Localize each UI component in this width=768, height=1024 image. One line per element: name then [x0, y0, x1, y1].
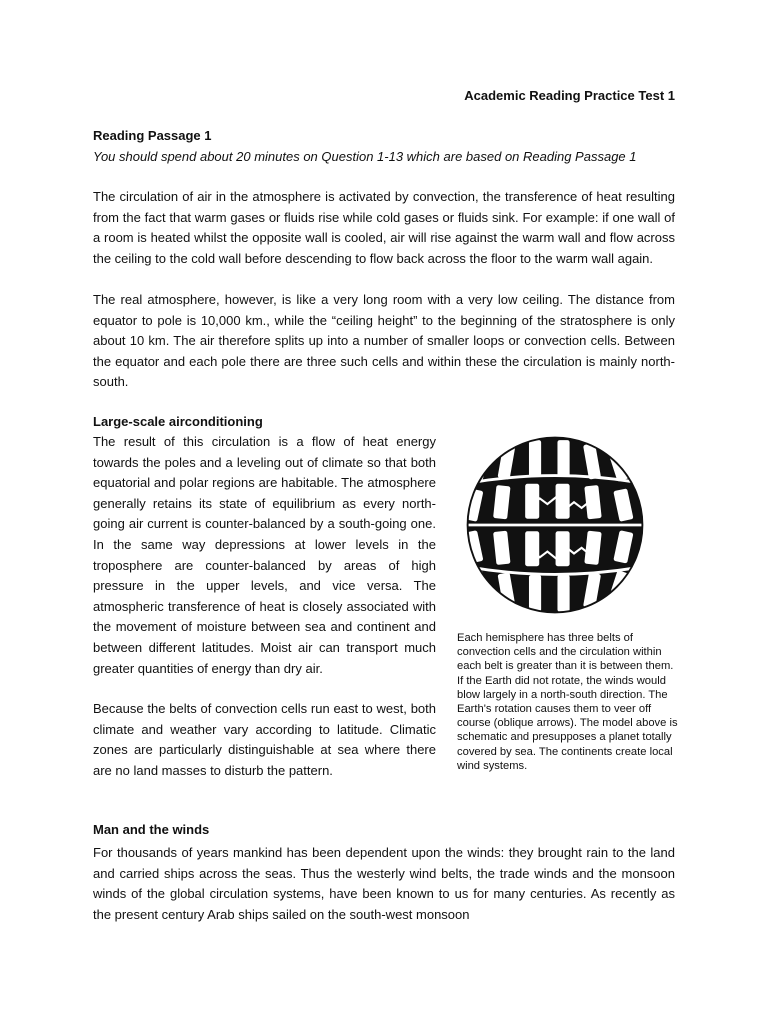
- passage-instruction: You should spend about 20 minutes on Question 1-13 which are based on Reading Passage 1: [93, 149, 637, 164]
- paragraph-intro: The circulation of air in the atmosphere is activated by convection, the transference of heat resulting from the fact that warm gases or fluids rise while cold gases or fluids sink. For example: if one wall of a room is heated whilst the opposite wall is cooled, air will rise against the warm wall and flow across the ceiling to the cold wall before descending to flow back across the floor to the warm wall again.: [93, 189, 675, 266]
- paragraph-aircon-2: Because the belts of convection cells run east to west, both climate and weather vary according to latitude. Climatic zones are particularly distinguishable at sea where there are no land masses to disturb the pattern.: [93, 701, 436, 778]
- figure-caption: Each hemisphere has three belts of convection cells and the circulation within each belt is greater than it is between them. If the Earth did not rotate, the winds would blow largely in a north-south direction. The Earth's rotation causes them to veer off course (oblique arrows). The model above is schematic and presupposes a planet totally covered by sea. The continents create local wind systems.: [457, 632, 678, 772]
- paragraph-atmosphere: The real atmosphere, however, is like a very long room with a very low ceiling. The distance from equator to pole is 10,000 km., while the “ceiling height” to the beginning of the stratosphere is only about 10 km. The air therefore splits up into a number of smaller loops or convection cells. Between the equator and each pole there are three such cells and within these the circulation is mainly north-south.: [93, 292, 675, 390]
- heading-winds: Man and the winds: [93, 822, 210, 837]
- paragraph-winds-1: For thousands of years mankind has been dependent upon the winds: they brought rain to the land and carried ships across the seas. Thus the westerly wind belts, the trade winds and the monsoon winds of the global circulation systems, have been known to us for many centuries. As recently as the present century Arab ships sailed on the south-west monsoon: [93, 845, 675, 922]
- header-title: Academic Reading Practice Test 1: [464, 88, 675, 103]
- heading-aircon: Large-scale airconditioning: [93, 414, 263, 429]
- globe-figure: [450, 428, 690, 798]
- document-page: [93, 0, 678, 1024]
- passage-title: Reading Passage 1: [93, 128, 212, 143]
- globe-convection-illustration: [460, 430, 650, 620]
- paragraph-aircon-1: The result of this circulation is a flow of heat energy towards the poles and a leveling out of climate so that both equatorial and polar regions are habitable. The atmosphere generally retains its state of equilibrium as every north-going air current is counter-balanced by a south-going one. In the same way depressions at lower levels in the troposphere are counter-balanced by areas of high pressure in the upper levels, and vice versa. The atmospheric transference of heat is closely associated with the movement of moisture between sea and continent and between different latitudes. Moist air can transport much greater quantities of energy than dry air.: [93, 434, 436, 676]
